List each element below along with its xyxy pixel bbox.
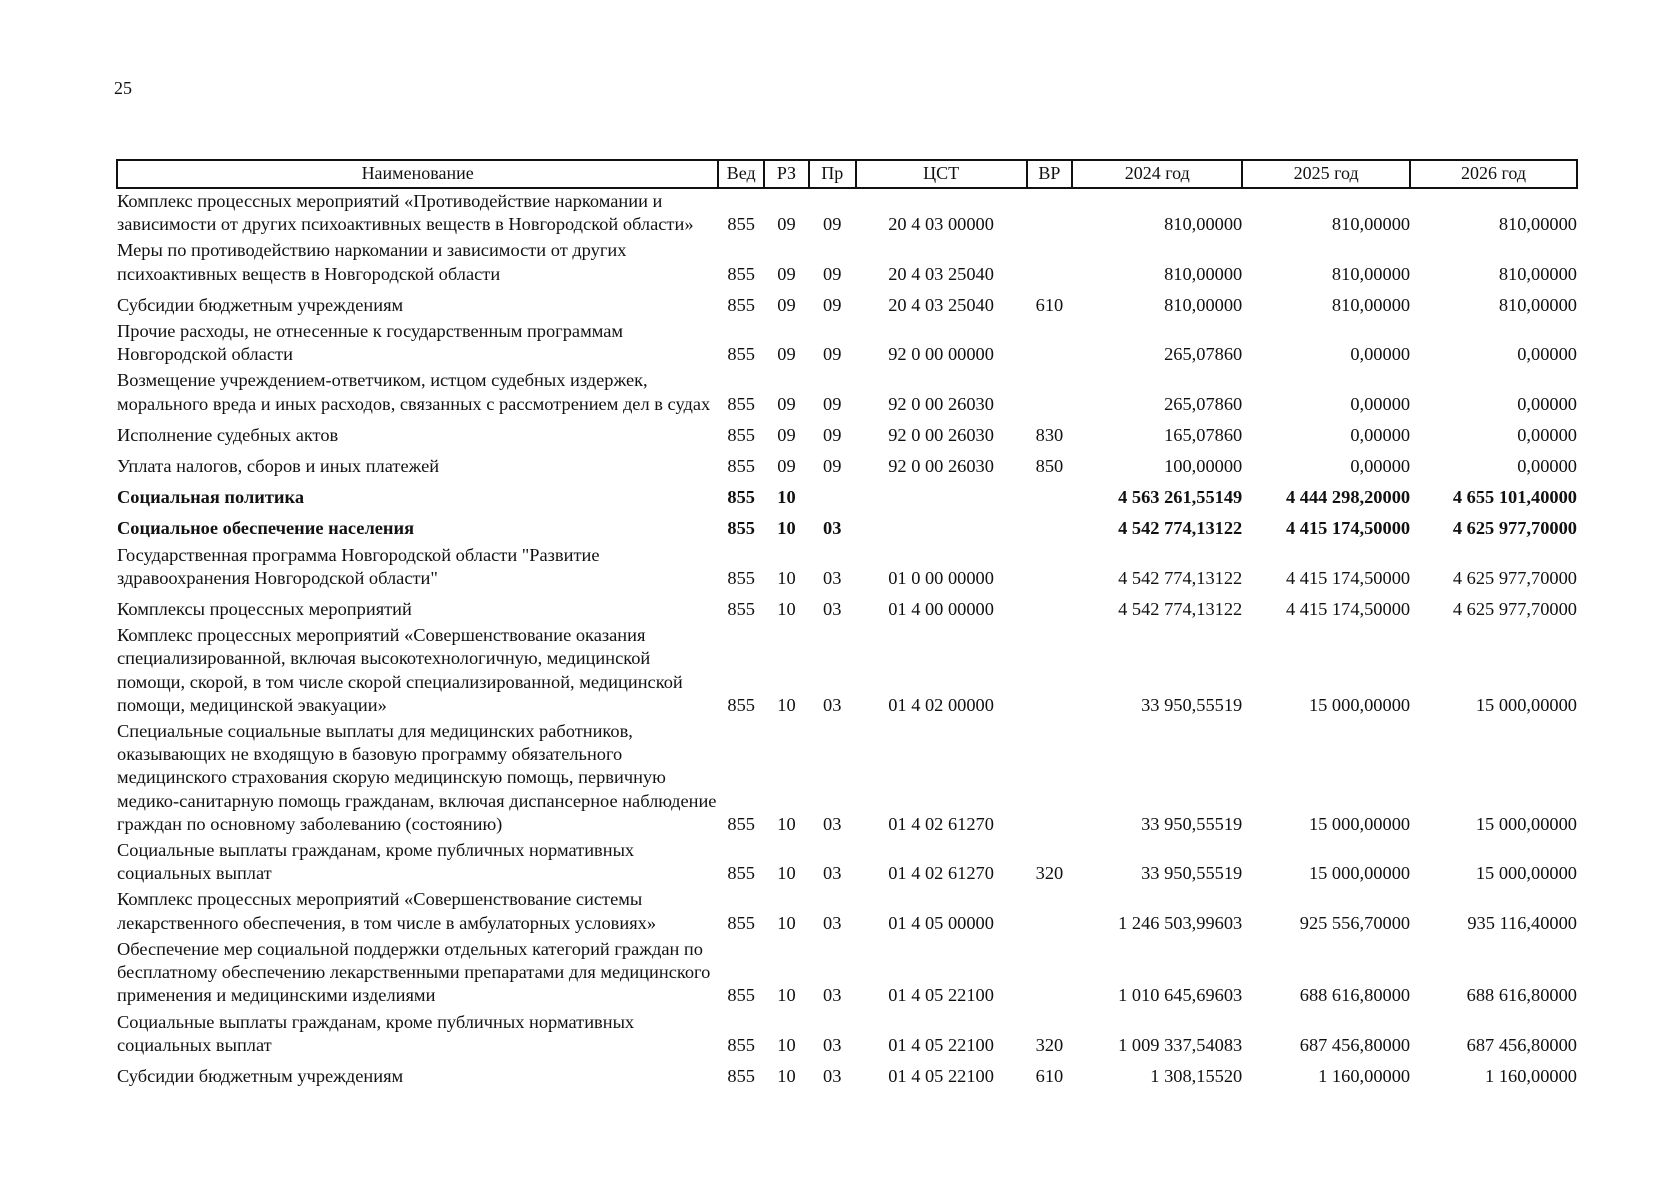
cell-2024: 1 308,15520: [1150, 1065, 1243, 1086]
cell-2025: 4 415 174,50000: [1285, 599, 1411, 620]
cell-2026: 15 000,00000: [1475, 863, 1577, 884]
cell-2026: 810,00000: [1498, 214, 1577, 235]
col-header-2026: 2026 год: [1410, 160, 1577, 188]
cell-ved: 855: [727, 393, 755, 414]
cell-2026: 810,00000: [1498, 294, 1577, 315]
cell-name: Социальные выплаты гражданам, кроме публичных нормативных социальных выплат: [117, 840, 635, 884]
cell-name: Государственная программа Новгородской области "Развитие здравоохранения Новгородской области": [117, 544, 600, 588]
cell-2025: 810,00000: [1331, 214, 1411, 235]
table-row: [117, 1010, 1577, 1059]
table-row: [117, 887, 1577, 936]
cell-name: Исполнение судебных актов: [117, 424, 339, 445]
cell-name: Социальные выплаты гражданам, кроме публичных нормативных социальных выплат: [117, 1011, 635, 1055]
cell-rz: 10: [777, 694, 796, 715]
cell-rz: 10: [777, 487, 796, 508]
cell-2025: 688 616,80000: [1299, 985, 1411, 1006]
cell-2025: 810,00000: [1331, 294, 1411, 315]
cell-name: Обеспечение мер социальной поддержки отдельных категорий граждан по бесплатному обеспечению лекарственными препаратами для медицинского применения и медицинскими изделиями: [117, 938, 711, 1006]
cell-name: Специальные социальные выплаты для медицинских работников, оказывающих не входящую в базовую программу обязательного медицинского страхования скорую медицинскую помощь, первичную медико-санитарную помощь гражданам, включая диспансерное наблюдение граждан по основному заболеванию (состоянию): [117, 721, 717, 834]
cell-vr: [1027, 368, 1073, 417]
col-header-pr: Пр: [809, 160, 856, 188]
cell-2026: 810,00000: [1498, 263, 1577, 284]
cell-rz: 10: [777, 518, 796, 539]
cell-2025: 0,00000: [1350, 424, 1411, 445]
cell-ved: 855: [727, 599, 755, 620]
cell-pr: [809, 480, 856, 511]
cell-rz: 10: [777, 567, 796, 588]
cell-pr: 03: [823, 1065, 842, 1086]
cell-rz: 10: [777, 912, 796, 933]
table-row: [117, 238, 1577, 287]
cell-ved: 855: [727, 294, 755, 315]
cell-pr: 03: [823, 599, 842, 620]
cell-vr: [1027, 511, 1073, 542]
cell-cst: 01 4 05 22100: [888, 1065, 994, 1086]
cell-ved: 855: [727, 456, 755, 477]
table-row: [117, 623, 1577, 719]
cell-cst: 01 4 02 00000: [888, 694, 994, 715]
table-header-row: [117, 160, 1577, 188]
cell-2026: 935 116,40000: [1467, 912, 1577, 933]
cell-vr: [1027, 480, 1073, 511]
cell-rz: 10: [777, 985, 796, 1006]
cell-2026: 687 456,80000: [1466, 1034, 1577, 1055]
cell-2024: 1 246 503,99603: [1118, 912, 1243, 933]
cell-cst: 01 4 02 61270: [888, 863, 994, 884]
cell-vr: [1027, 238, 1073, 287]
cell-2025: 687 456,80000: [1299, 1034, 1411, 1055]
cell-vr: [1027, 592, 1073, 623]
cell-2025: 925 556,70000: [1299, 912, 1411, 933]
cell-name: Уплата налогов, сборов и иных платежей: [117, 456, 440, 477]
cell-2024: 1 009 337,54083: [1118, 1034, 1243, 1055]
cell-ved: 855: [727, 912, 755, 933]
cell-ved: 855: [727, 518, 755, 539]
cell-ved: 855: [727, 344, 755, 365]
cell-2024: 165,07860: [1164, 424, 1243, 445]
cell-2024: 810,00000: [1164, 214, 1243, 235]
cell-pr: 09: [823, 294, 842, 315]
cell-ved: 855: [727, 214, 755, 235]
cell-vr: [1027, 937, 1073, 1010]
cell-2025: 0,00000: [1350, 393, 1411, 414]
cell-rz: 09: [777, 344, 796, 365]
cell-pr: 03: [823, 694, 842, 715]
cell-cst: 92 0 00 00000: [888, 344, 994, 365]
cell-name: Субсидии бюджетным учреждениям: [117, 1065, 404, 1086]
cell-2025: 4 415 174,50000: [1285, 518, 1411, 539]
col-header-rz: РЗ: [764, 160, 809, 188]
cell-2024: 100,00000: [1164, 456, 1243, 477]
cell-pr: 09: [823, 393, 842, 414]
cell-2025: 15 000,00000: [1308, 863, 1411, 884]
cell-name: Комплекс процессных мероприятий «Совершенствование системы лекарственного обеспечения, в том числе в амбулаторных условиях»: [117, 889, 657, 933]
table-body: [117, 188, 1577, 1090]
cell-2024: 33 950,55519: [1141, 863, 1243, 884]
cell-vr: 610: [1035, 1065, 1064, 1086]
page-number: 25: [114, 78, 132, 98]
cell-cst: 01 4 05 22100: [888, 985, 994, 1006]
cell-cst: 01 4 02 61270: [888, 813, 994, 834]
cell-pr: 03: [823, 813, 842, 834]
col-header-2024: 2024 год: [1072, 160, 1242, 188]
cell-2024: 4 542 774,13122: [1118, 518, 1243, 539]
cell-2024: 265,07860: [1164, 393, 1243, 414]
cell-2026: 15 000,00000: [1475, 694, 1577, 715]
cell-rz: 10: [777, 599, 796, 620]
cell-vr: 320: [1035, 863, 1064, 884]
cell-name: Комплекс процессных мероприятий «Совершенствование оказания специализированной, включая высокотехнологичную, медицинской помощи, скорой, в том числе скорой специализированной, медицинской помощи, медицинской эвакуации»: [117, 625, 683, 715]
cell-cst: 01 4 05 22100: [888, 1034, 994, 1055]
cell-vr: 850: [1035, 456, 1064, 477]
cell-pr: 03: [823, 518, 842, 539]
cell-pr: 03: [823, 912, 842, 933]
cell-2024: 810,00000: [1164, 263, 1243, 284]
cell-2025: 4 415 174,50000: [1285, 567, 1411, 588]
cell-name: Меры по противодействию наркомании и зависимости от других психоактивных веществ в Новгородской области: [117, 240, 627, 284]
col-header-name: Наименование: [117, 160, 718, 188]
cell-2026: 0,00000: [1517, 424, 1577, 445]
cell-2024: 4 542 774,13122: [1118, 599, 1243, 620]
cell-2025: 810,00000: [1331, 263, 1411, 284]
cell-rz: 09: [777, 294, 796, 315]
cell-name: Социальная политика: [117, 487, 305, 508]
cell-ved: 855: [727, 694, 755, 715]
table-row: [117, 1059, 1577, 1090]
cell-vr: [1027, 887, 1073, 936]
cell-ved: 855: [727, 1034, 755, 1055]
cell-ved: 855: [727, 813, 755, 834]
cell-2024: 33 950,55519: [1141, 694, 1243, 715]
cell-ved: 855: [727, 567, 755, 588]
cell-cst: 20 4 03 25040: [888, 263, 994, 284]
cell-rz: 09: [777, 456, 796, 477]
cell-2025: 1 160,00000: [1318, 1065, 1411, 1086]
cell-vr: [1027, 623, 1073, 719]
cell-2024: 265,07860: [1164, 344, 1243, 365]
cell-vr: 320: [1035, 1034, 1064, 1055]
cell-ved: 855: [727, 424, 755, 445]
cell-2024: 33 950,55519: [1141, 813, 1243, 834]
cell-2025: 0,00000: [1350, 344, 1411, 365]
cell-name: Комплекс процессных мероприятий «Противодействие наркомании и зависимости от других психоактивных веществ в Новгородской области»: [117, 191, 694, 235]
table-row: [117, 592, 1577, 623]
cell-pr: 03: [823, 985, 842, 1006]
cell-name: Комплексы процессных мероприятий: [117, 599, 412, 620]
cell-name: Возмещение учреждением-ответчиком, истцом судебных издержек, морального вреда и иных расходов, связанных с рассмотрением дел в судах: [117, 370, 711, 414]
col-header-2025: 2025 год: [1242, 160, 1410, 188]
cell-2026: 0,00000: [1517, 393, 1577, 414]
cell-2026: 4 655 101,40000: [1452, 487, 1577, 508]
cell-name: Субсидии бюджетным учреждениям: [117, 294, 404, 315]
table-row: [117, 188, 1577, 238]
cell-cst: 92 0 00 26030: [888, 456, 994, 477]
table-row: [117, 319, 1577, 368]
cell-2026: 4 625 977,70000: [1452, 518, 1577, 539]
table-row: [117, 719, 1577, 838]
cell-2025: 15 000,00000: [1308, 694, 1411, 715]
cell-vr: 830: [1035, 424, 1064, 445]
table-row: [117, 511, 1577, 542]
table-row: [117, 418, 1577, 449]
table-row: [117, 288, 1577, 319]
cell-2026: 1 160,00000: [1485, 1065, 1577, 1086]
cell-2026: 0,00000: [1517, 344, 1577, 365]
cell-pr: 09: [823, 344, 842, 365]
cell-2025: 4 444 298,20000: [1285, 487, 1411, 508]
cell-rz: 10: [777, 1034, 796, 1055]
cell-rz: 09: [777, 214, 796, 235]
cell-rz: 10: [777, 863, 796, 884]
cell-name: Прочие расходы, не отнесенные к государственным программам Новгородской области: [117, 321, 624, 365]
cell-2026: 4 625 977,70000: [1452, 599, 1577, 620]
cell-2026: 15 000,00000: [1475, 813, 1577, 834]
cell-pr: 09: [823, 424, 842, 445]
cell-ved: 855: [727, 487, 755, 508]
cell-2024: 4 542 774,13122: [1118, 567, 1243, 588]
cell-vr: [1027, 188, 1073, 238]
cell-pr: 03: [823, 863, 842, 884]
table-row: [117, 480, 1577, 511]
cell-cst: 01 4 00 00000: [888, 599, 994, 620]
col-header-cst: ЦСТ: [856, 160, 1027, 188]
cell-cst: 20 4 03 25040: [888, 294, 994, 315]
cell-cst: 01 4 05 00000: [888, 912, 994, 933]
cell-2024: 810,00000: [1164, 294, 1243, 315]
cell-pr: 09: [823, 263, 842, 284]
cell-cst: 92 0 00 26030: [888, 424, 994, 445]
cell-vr: 610: [1035, 294, 1064, 315]
cell-cst: 01 0 00 00000: [888, 567, 994, 588]
cell-rz: 09: [777, 263, 796, 284]
cell-pr: 03: [823, 1034, 842, 1055]
cell-2026: 4 625 977,70000: [1452, 567, 1577, 588]
cell-cst: [856, 480, 1027, 511]
cell-pr: 09: [823, 214, 842, 235]
cell-2026: 688 616,80000: [1466, 985, 1577, 1006]
cell-2026: 0,00000: [1517, 456, 1577, 477]
cell-pr: 09: [823, 456, 842, 477]
budget-table: [116, 159, 1578, 1090]
cell-vr: [1027, 719, 1073, 838]
cell-ved: 855: [727, 263, 755, 284]
cell-2024: 4 563 261,55149: [1118, 487, 1243, 508]
cell-2024: 1 010 645,69603: [1118, 985, 1243, 1006]
cell-rz: 09: [777, 393, 796, 414]
table-row: [117, 838, 1577, 887]
table-row: [117, 937, 1577, 1010]
cell-cst: 20 4 03 00000: [888, 214, 994, 235]
cell-cst: 92 0 00 26030: [888, 393, 994, 414]
cell-rz: 10: [777, 813, 796, 834]
table-row: [117, 449, 1577, 480]
cell-vr: [1027, 543, 1073, 592]
cell-vr: [1027, 319, 1073, 368]
cell-pr: 03: [823, 567, 842, 588]
cell-2025: 0,00000: [1350, 456, 1411, 477]
table-row: [117, 543, 1577, 592]
col-header-vr: ВР: [1027, 160, 1073, 188]
cell-rz: 10: [777, 1065, 796, 1086]
cell-ved: 855: [727, 1065, 755, 1086]
cell-name: Социальное обеспечение населения: [117, 518, 415, 539]
cell-ved: 855: [727, 863, 755, 884]
cell-rz: 09: [777, 424, 796, 445]
cell-cst: [856, 511, 1027, 542]
cell-ved: 855: [727, 985, 755, 1006]
table-row: [117, 368, 1577, 417]
col-header-ved: Вед: [718, 160, 764, 188]
cell-2025: 15 000,00000: [1308, 813, 1411, 834]
